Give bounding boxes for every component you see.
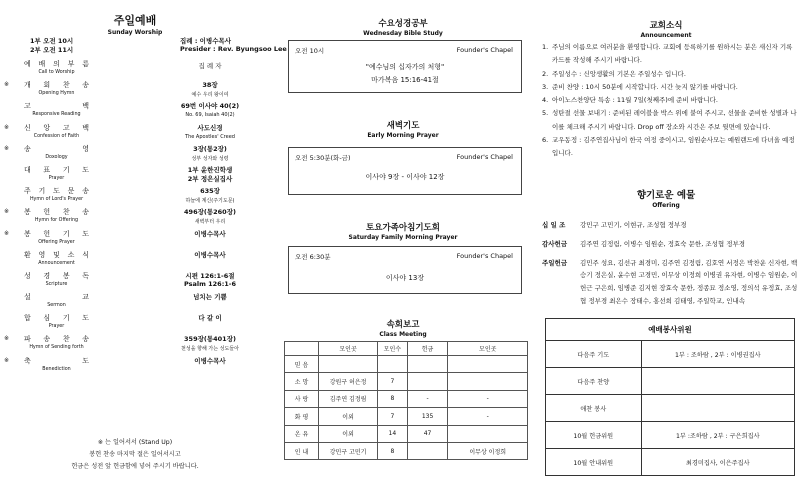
class-meeting-cell: 강민구 고민기 bbox=[319, 442, 378, 459]
service-item-a: 이병수목사 bbox=[194, 356, 226, 365]
list-item: 1. 주님의 이름으로 여러분을 환영합니다. 교회에 등록하기를 원하시는 분은 새신자 기록카드를 작성해 주시기 바랍니다. bbox=[542, 41, 797, 68]
table-row bbox=[285, 408, 528, 425]
table-row bbox=[285, 425, 528, 442]
service-item-en: Call to Worship bbox=[38, 70, 75, 75]
service-item-value bbox=[150, 250, 270, 259]
offering-title: 향기로운 예물 bbox=[636, 190, 696, 201]
list-item: 4. 아이노스찬양단 특송 : 11월 7일(첫째주)에 준비 바랍니다. bbox=[542, 94, 797, 107]
announce-title: 교회소식 bbox=[649, 21, 683, 31]
class-meeting-cell bbox=[378, 356, 408, 373]
offering-list bbox=[542, 219, 800, 314]
table-row bbox=[546, 395, 795, 422]
service-time-2 bbox=[30, 45, 287, 54]
service-item-a2: Psalm 126:1-6 bbox=[183, 279, 237, 288]
service-item-value bbox=[150, 292, 270, 301]
service-item-name bbox=[24, 101, 89, 117]
volunteer-table bbox=[545, 318, 795, 476]
wednesday-line1: "예수님의 십자가의 처형" bbox=[365, 63, 445, 71]
dawn-line: 이사야 9장 - 이사야 12장 bbox=[365, 173, 445, 181]
volunteer-role: 10월 헌금위원 bbox=[546, 422, 642, 449]
service-item-name bbox=[24, 313, 89, 329]
service-item-value bbox=[150, 59, 270, 70]
service-item-name bbox=[24, 271, 89, 287]
service-item-en: Announcement bbox=[38, 260, 75, 266]
table-row bbox=[285, 373, 528, 390]
dawn-time: 오전 5:30분(화-금) bbox=[295, 154, 351, 162]
class-meeting-cell: - bbox=[448, 390, 528, 407]
service-item-b: 천성을 향해 가는 성도들아 bbox=[181, 346, 239, 353]
offering-header bbox=[532, 187, 800, 209]
class-meeting-cell: 온 유 bbox=[285, 425, 319, 442]
class-meeting-cell bbox=[448, 373, 528, 390]
worship-title: 주일예배 bbox=[113, 14, 157, 27]
service-item-a: 635장 bbox=[200, 187, 220, 196]
service-item-ko: 예 배 의 부 름 bbox=[24, 60, 89, 68]
service-item-ko: 설 교 bbox=[24, 293, 89, 302]
service-item-a: 넘치는 기쁨 bbox=[193, 293, 227, 302]
volunteer-names: 1부 :조하람 , 2부 : 구은희집사 bbox=[641, 422, 794, 449]
service-item-name bbox=[24, 59, 89, 75]
list-item: 2. 주일성수 : 신앙생활의 기본은 주일성수 입니다. bbox=[542, 68, 797, 81]
service-item-value bbox=[150, 144, 270, 162]
service-item-en: Offering Prayer bbox=[38, 239, 75, 245]
class-meeting-header: 모인곳 bbox=[319, 342, 378, 356]
service-item-en: Prayer bbox=[48, 175, 65, 181]
stand-mark: ※ bbox=[4, 81, 10, 89]
stand-mark: ※ bbox=[4, 144, 10, 152]
service-item-name bbox=[24, 80, 89, 96]
service-item bbox=[0, 79, 270, 100]
service-item-a: 3장(통2장) bbox=[193, 144, 227, 153]
service-time-1-label: 1부 오전 10시 bbox=[30, 37, 74, 45]
service-item-ko: 축 도 bbox=[24, 356, 89, 365]
service-item-a: 1부 윤한진학생 bbox=[187, 165, 233, 174]
service-item-ko: 대 표 기 도 bbox=[24, 165, 89, 174]
service-item-value bbox=[150, 80, 270, 98]
service-item-en: Hymn of Lord's Prayer bbox=[29, 197, 84, 203]
class-meeting-cell: 사 랑 bbox=[285, 390, 319, 407]
service-item-en: Hymn for Offering bbox=[34, 218, 79, 224]
class-meeting-cell: 8 bbox=[378, 442, 408, 459]
class-meeting-header: 모인곳 bbox=[448, 342, 528, 356]
service-item bbox=[0, 206, 270, 227]
class-meeting-cell bbox=[407, 373, 448, 390]
announcement-text: 성탄절 선물 보내기 : 준비된 레이블을 박스 위에 붙여 주시고, 선물을 준비한 성별과 나이를 체크해 주시기 바랍니다. Drop off 장소와 시간은 주보 뒷면에 있습니다. bbox=[552, 109, 797, 131]
service-item-name bbox=[24, 186, 89, 202]
saturday-place: Founder's Chapel bbox=[456, 252, 513, 260]
worship-footer-1: ※ 는 일어서서 (Stand Up) bbox=[97, 439, 173, 446]
service-item-en: Doxology bbox=[45, 154, 68, 160]
class-meeting-cell: 8 bbox=[378, 390, 408, 407]
saturday-subtitle: Saturday Family Morning Prayer bbox=[348, 234, 458, 241]
wednesday-title: 수요성경공부 bbox=[378, 19, 428, 29]
announce-header bbox=[532, 19, 800, 39]
volunteer-names: 최경미집사, 이은주집사 bbox=[641, 449, 794, 476]
service-item bbox=[0, 143, 270, 164]
announcement-text: 준비 찬양 : 10시 50분에 시작합니다. 시간 늦지 않기를 바랍니다. bbox=[552, 82, 738, 91]
offering-row bbox=[542, 238, 800, 251]
stand-mark: ※ bbox=[4, 356, 10, 364]
service-item-a: 시편 126:1-6절 bbox=[185, 271, 235, 280]
class-meeting-cell: 믿 음 bbox=[285, 356, 319, 373]
service-item-a: 496장(통260장) bbox=[184, 208, 236, 217]
stand-mark: ※ bbox=[4, 335, 10, 343]
announcement-text: 주일성수 : 신앙생활의 기본은 주일성수 입니다. bbox=[552, 69, 686, 78]
announcement-text: 아이노스찬양단 특송 : 11월 7일(첫째주)에 준비 바랍니다. bbox=[552, 96, 718, 105]
service-item-name bbox=[24, 229, 89, 245]
wednesday-time: 오전 10시 bbox=[295, 47, 325, 55]
class-meeting-cell bbox=[319, 356, 378, 373]
service-item-a: 359장(통401장) bbox=[184, 335, 236, 344]
class-meeting-cell bbox=[407, 356, 448, 373]
table-row bbox=[285, 390, 528, 407]
presider-en: Presider : Rev. Byungsoo Lee bbox=[180, 45, 287, 53]
class-meeting-cell: 14 bbox=[378, 425, 408, 442]
service-item-name bbox=[24, 165, 89, 181]
service-time-1 bbox=[30, 36, 265, 45]
service-item-en: Scripture bbox=[45, 281, 68, 287]
class-meeting-cell: 인 내 bbox=[285, 442, 319, 459]
worship-header bbox=[0, 12, 270, 36]
offering-type: 주일헌금 bbox=[542, 258, 568, 267]
service-item bbox=[0, 291, 270, 312]
wednesday-box bbox=[288, 40, 522, 93]
service-item-ko: 파 송 찬 송 bbox=[24, 335, 89, 344]
class-meeting-cell: 강원구 허은정 bbox=[319, 373, 378, 390]
class-meeting-cell bbox=[407, 442, 448, 459]
service-item-ko: 주 기 도 문 송 bbox=[24, 187, 89, 196]
table-row bbox=[546, 341, 795, 368]
service-item-en: Benediction bbox=[42, 366, 71, 372]
service-item-b: 예수 우리 왕이여 bbox=[191, 92, 229, 99]
worship-footer-3: 헌금은 성전 앞 헌금함에 넣어 주시기 바랍니다. bbox=[71, 463, 199, 470]
service-item-a: 다 같 이 bbox=[198, 314, 222, 323]
service-item-ko: 개 회 찬 송 bbox=[24, 81, 89, 90]
worship-column bbox=[0, 0, 287, 485]
service-item-en: Sermon bbox=[47, 303, 66, 309]
class-meeting-cell: 47 bbox=[407, 425, 448, 442]
dawn-place: Founder's Chapel bbox=[456, 153, 513, 161]
service-item-value bbox=[150, 165, 270, 183]
service-item-name bbox=[24, 292, 89, 308]
announce-subtitle: Announcement bbox=[640, 32, 692, 39]
dawn-subtitle: Early Morning Prayer bbox=[367, 132, 439, 139]
volunteer-role: 10월 안내위원 bbox=[546, 449, 642, 476]
dawn-box bbox=[288, 147, 522, 195]
service-item-en: Prayer bbox=[48, 324, 65, 330]
service-item-ko: 합 심 기 도 bbox=[24, 314, 89, 323]
stand-mark: ※ bbox=[4, 123, 10, 131]
service-item-name bbox=[24, 334, 89, 350]
worship-footer-2: 봉헌 찬송 마지막 절은 일어서시고 bbox=[89, 451, 181, 458]
table-row bbox=[546, 422, 795, 449]
service-item-ko: 환 영 및 소 식 bbox=[24, 250, 89, 259]
service-item-name bbox=[24, 123, 89, 139]
service-item-a: 38장 bbox=[202, 81, 218, 90]
service-item bbox=[0, 333, 270, 354]
service-item-plain: 집 례 자 bbox=[198, 62, 222, 70]
class-meeting-cell: 7 bbox=[378, 408, 408, 425]
service-item-value bbox=[150, 229, 270, 238]
service-item bbox=[0, 228, 270, 249]
service-item-ko: 고 백 bbox=[24, 102, 89, 111]
wednesday-place: Founder's Chapel bbox=[456, 46, 513, 54]
table-row bbox=[546, 449, 795, 476]
service-item-ko: 송 영 bbox=[24, 144, 89, 153]
service-item-name bbox=[24, 356, 89, 372]
service-item-value bbox=[150, 207, 270, 225]
volunteer-role: 애찬 봉사 bbox=[546, 395, 642, 422]
worship-subtitle: Sunday Worship bbox=[107, 29, 163, 36]
service-item-en: Confession of Faith bbox=[33, 133, 80, 139]
class-meeting-table bbox=[284, 341, 528, 460]
service-item-name bbox=[24, 144, 89, 160]
class-meeting-cell: 이무상 이정희 bbox=[448, 442, 528, 459]
service-item-en: Responsive Reading bbox=[32, 112, 81, 118]
order-of-service bbox=[0, 58, 270, 376]
service-time-2-label: 2부 오전 11시 bbox=[30, 46, 74, 54]
service-item-b: 하늘에 계신(주기도문) bbox=[185, 198, 235, 205]
service-item bbox=[0, 100, 270, 121]
list-item: 6. 교우동정 : 김주연집사님이 한국 여정 중이시고, 임원순사모는 예원랜드에 다녀올 예정입니다. bbox=[542, 134, 797, 161]
table-row bbox=[285, 356, 528, 373]
class-meeting-header bbox=[285, 342, 319, 356]
service-item bbox=[0, 355, 270, 376]
service-item-value bbox=[150, 271, 270, 288]
cell-title: 속회보고 bbox=[386, 320, 420, 330]
service-item bbox=[0, 58, 270, 79]
announcement-list bbox=[542, 41, 797, 161]
cell-subtitle: Class Meeting bbox=[379, 331, 427, 338]
service-item-b: 성부 성자와 성령 bbox=[191, 155, 229, 162]
offering-type: 감사헌금 bbox=[542, 239, 568, 248]
service-item bbox=[0, 249, 270, 270]
class-meeting-cell bbox=[448, 425, 528, 442]
stand-mark: ※ bbox=[4, 208, 10, 216]
presider-ko: 집례 : 이병수목사 bbox=[180, 37, 232, 45]
service-item-name bbox=[24, 207, 89, 223]
service-item bbox=[0, 164, 270, 185]
wednesday-line2: 마가복음 15:16-41절 bbox=[371, 76, 439, 84]
offering-row bbox=[542, 257, 800, 308]
offering-names: 강민구 고민기, 이현규, 조성협 정부경 bbox=[580, 221, 687, 229]
volunteer-names: 1부 : 조하람 , 2부 : 이병권집사 bbox=[641, 341, 794, 368]
service-item-value bbox=[150, 186, 270, 204]
service-item bbox=[0, 122, 270, 143]
volunteer-role: 다음주 기도 bbox=[546, 341, 642, 368]
service-item-b: The Apostles' Creed bbox=[185, 133, 235, 140]
saturday-header bbox=[278, 221, 528, 241]
service-item-a: 69번 이사야 40(2) bbox=[180, 102, 240, 111]
saturday-title: 토요가족아침기도회 bbox=[366, 223, 440, 233]
class-meeting-header: 헌금 bbox=[407, 342, 448, 356]
announcement-text: 교우동정 : 김주연집사님이 한국 여정 중이시고, 임원순사모는 예원랜드에 다녀올 예정입니다. bbox=[552, 136, 795, 158]
saturday-box bbox=[288, 246, 522, 294]
service-item bbox=[0, 270, 270, 291]
class-meeting-cell: 소 망 bbox=[285, 373, 319, 390]
service-item-value bbox=[150, 356, 270, 365]
service-item-a: 이병수목사 bbox=[194, 229, 226, 238]
wednesday-subtitle: Wednesday Bible Study bbox=[363, 30, 443, 37]
saturday-time: 오전 6:30분 bbox=[295, 253, 331, 261]
service-item-en: Opening Hymn bbox=[38, 91, 75, 97]
cell-header bbox=[278, 318, 528, 338]
class-meeting-cell: 이외 bbox=[319, 408, 378, 425]
service-item-value bbox=[150, 334, 270, 352]
list-item: 5. 성탄절 선물 보내기 : 준비된 레이블을 박스 위에 붙여 주시고, 선물을 준비한 성별과 나이를 체크해 주시기 바랍니다. Drop off 장소와 시간은 주보 뒷면에 있습니다. bbox=[542, 107, 797, 134]
service-item-a: 사도신경 bbox=[197, 123, 223, 132]
list-item: 3. 준비 찬양 : 10시 50분에 시작합니다. 시간 늦지 않기를 바랍니다. bbox=[542, 81, 797, 94]
class-meeting-cell: 135 bbox=[407, 408, 448, 425]
service-item-b: No. 69, Isaiah 40(2) bbox=[185, 112, 235, 119]
service-item bbox=[0, 312, 270, 333]
service-item bbox=[0, 185, 270, 206]
class-meeting-cell: 김주연 김정림 bbox=[319, 390, 378, 407]
service-item-value bbox=[150, 101, 270, 118]
service-item-en: Hymn of Sending forth bbox=[29, 345, 84, 351]
offering-subtitle: Offering bbox=[652, 202, 680, 209]
volunteer-names bbox=[641, 395, 794, 422]
service-item-value bbox=[150, 313, 270, 322]
service-item-value bbox=[150, 123, 270, 140]
class-meeting-cell: - bbox=[448, 408, 528, 425]
class-meeting-cell: 화 평 bbox=[285, 408, 319, 425]
service-item-a2: 2부 정은실집사 bbox=[187, 174, 233, 183]
offering-row bbox=[542, 219, 800, 232]
class-meeting-cell: 이외 bbox=[319, 425, 378, 442]
volunteer-role: 다음주 찬양 bbox=[546, 368, 642, 395]
wednesday-header bbox=[278, 17, 528, 37]
class-meeting-cell bbox=[448, 356, 528, 373]
table-row bbox=[285, 442, 528, 459]
saturday-line: 이사야 13장 bbox=[385, 274, 425, 282]
service-item-b: 새벽부터 우리 bbox=[194, 219, 226, 226]
service-item-name bbox=[24, 250, 89, 266]
class-meeting-cell: - bbox=[407, 390, 448, 407]
volunteer-title: 예배봉사위원 bbox=[546, 319, 795, 341]
volunteer-names bbox=[641, 368, 794, 395]
service-item-ko: 성 경 봉 독 bbox=[24, 271, 89, 280]
class-meeting-cell: 7 bbox=[378, 373, 408, 390]
offering-names: 김민주 성요, 김선규 최경미, 김주연 김정림, 김호연 서정은 박찬운 신자현, 백승기 정은실, 윤수현 고경민, 이무상 이정희 이병권 유자현, 이병수 임원순, 이헌근 구은희, 임병준 김지현 장효숙 문한, 정종묘 정소영, 정의석 유정효, 조성협 정부경 최은수 장태수, 홍선희 김태영, 주일학교, 인내속 bbox=[580, 258, 798, 305]
dawn-title: 새벽기도 bbox=[386, 121, 420, 131]
offering-type: 십 일 조 bbox=[542, 221, 566, 229]
offering-names: 김주연 김정림, 이병수 임원순, 정효숙 문한, 조성협 정부경 bbox=[580, 239, 746, 248]
dawn-header bbox=[278, 119, 528, 139]
table-row bbox=[546, 368, 795, 395]
stand-mark: ※ bbox=[4, 229, 10, 237]
service-item-a: 이병수목사 bbox=[194, 250, 226, 259]
service-item-ko: 봉 헌 기 도 bbox=[24, 229, 89, 238]
service-item-ko: 신 앙 고 백 bbox=[24, 123, 89, 132]
service-item-ko: 봉 헌 찬 송 bbox=[24, 208, 89, 217]
announcement-text: 주님의 이름으로 여러분을 환영합니다. 교회에 등록하기를 원하시는 분은 새신자 기록카드를 작성해 주시기 바랍니다. bbox=[552, 43, 793, 65]
class-meeting-header: 모인수 bbox=[378, 342, 408, 356]
